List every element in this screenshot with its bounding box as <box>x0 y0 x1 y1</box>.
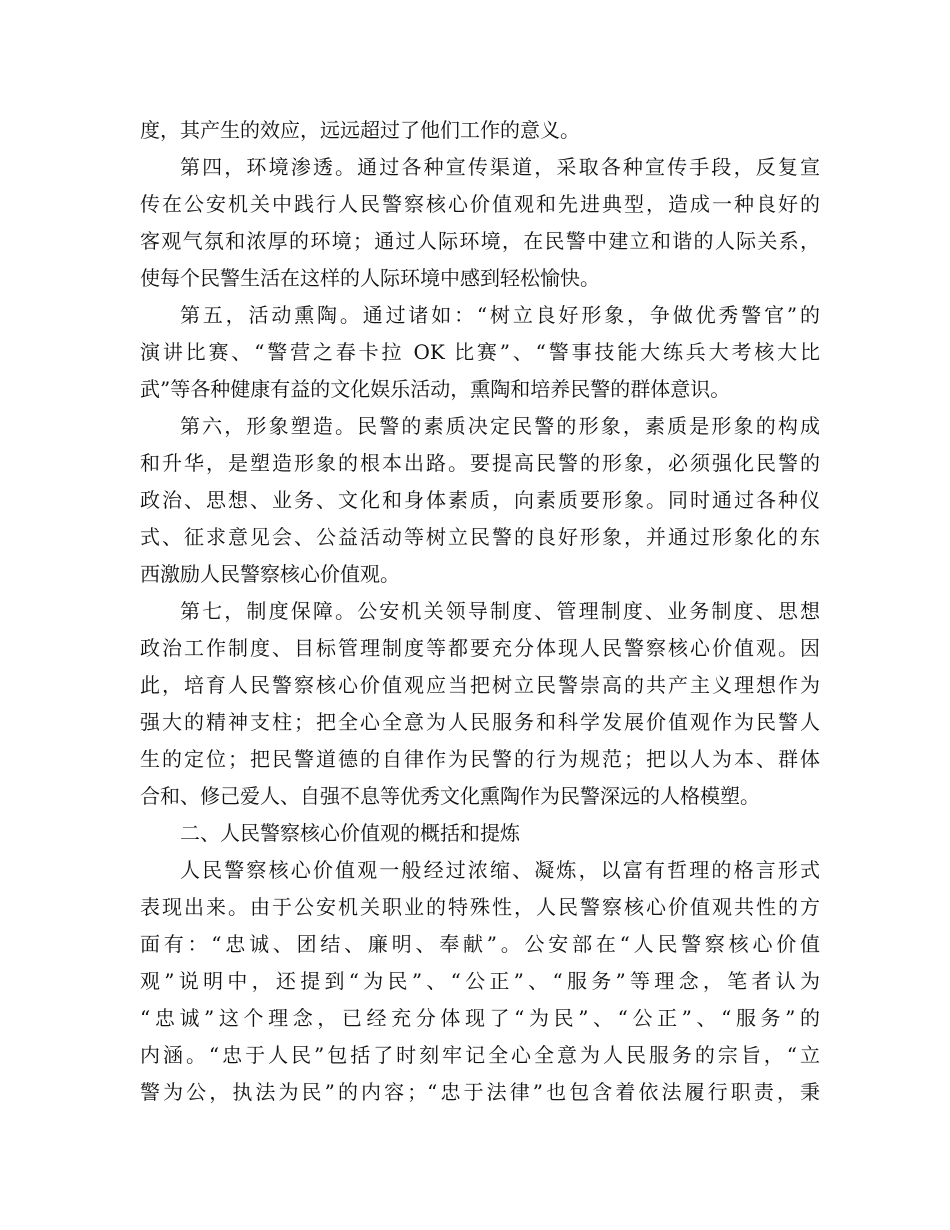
text-line: 生的定位；把民警道德的自律作为民警的行为规范；把以人为本、群体 <box>140 747 820 771</box>
text-line: 政治工作制度、目标管理制度等都要充分体现人民警察核心价值观。因 <box>140 636 820 660</box>
text-line: 第六，形象塑造。民警的素质决定民警的形象，素质是形象的构成 <box>180 414 820 438</box>
text-line: 观”说明中，还提到“为民”、“公正”、“服务”等理念，笔者认为 <box>140 969 820 993</box>
text-line: 和升华，是塑造形象的根本出路。要提高民警的形象，必须强化民警的 <box>140 451 820 475</box>
text-line: 传在公安机关中践行人民警察核心价值观和先进典型，造成一种良好的 <box>140 192 820 216</box>
text-line: 合和、修己爱人、自强不息等优秀文化熏陶作为民警深远的人格模塑。 <box>140 784 760 808</box>
text-line: 表现出来。由于公安机关职业的特殊性，人民警察核心价值观共性的方 <box>140 895 820 919</box>
body-text <box>140 112 820 1111</box>
text-line: 此，培育人民警察核心价值观应当把树立民警崇高的共产主义理想作为 <box>140 673 820 697</box>
text-line: 人民警察核心价值观一般经过浓缩、凝炼，以富有哲理的格言形式 <box>180 858 820 882</box>
text-line: 西激励人民警察核心价值观。 <box>140 562 400 586</box>
text-line: 使每个民警生活在这样的人际环境中感到轻松愉快。 <box>140 266 600 290</box>
text-line: 面有：“忠诚、团结、廉明、奉献”。公安部在“人民警察核心价值 <box>140 932 820 956</box>
text-line: 度，其产生的效应，远远超过了他们工作的意义。 <box>140 118 580 142</box>
text-line: 第五，活动熏陶。通过诸如：“树立良好形象，争做优秀警官”的 <box>180 303 820 327</box>
text-line: 强大的精神支柱；把全心全意为人民服务和科学发展价值观作为民警人 <box>140 710 820 734</box>
section-heading: 二、人民警察核心价值观的概括和提炼 <box>180 821 520 845</box>
text-line: “忠诚”这个理念，已经充分体现了“为民”、“公正”、“服务”的 <box>140 1006 820 1030</box>
text-line: 警为公，执法为民”的内容；“忠于法律”也包含着依法履行职责，秉 <box>140 1080 820 1104</box>
text-line: 第七，制度保障。公安机关领导制度、管理制度、业务制度、思想 <box>180 599 820 623</box>
text-line: 内涵。“忠于人民”包括了时刻牢记全心全意为人民服务的宗旨，“立 <box>140 1043 820 1067</box>
text-line: 式、征求意见会、公益活动等树立民警的良好形象，并通过形象化的东 <box>140 525 820 549</box>
text-line: 武”等各种健康有益的文化娱乐活动，熏陶和培养民警的群体意识。 <box>140 377 731 401</box>
text-line: 客观气氛和浓厚的环境；通过人际环境，在民警中建立和谐的人际关系， <box>140 229 820 253</box>
text-line: 政治、思想、业务、文化和身体素质，向素质要形象。同时通过各种仪 <box>140 488 820 512</box>
text-line: 演讲比赛、“警营之春卡拉 OK 比赛”、“警事技能大练兵大考核大比 <box>140 340 820 364</box>
text-line: 第四，环境渗透。通过各种宣传渠道，采取各种宣传手段，反复宣 <box>180 155 820 179</box>
